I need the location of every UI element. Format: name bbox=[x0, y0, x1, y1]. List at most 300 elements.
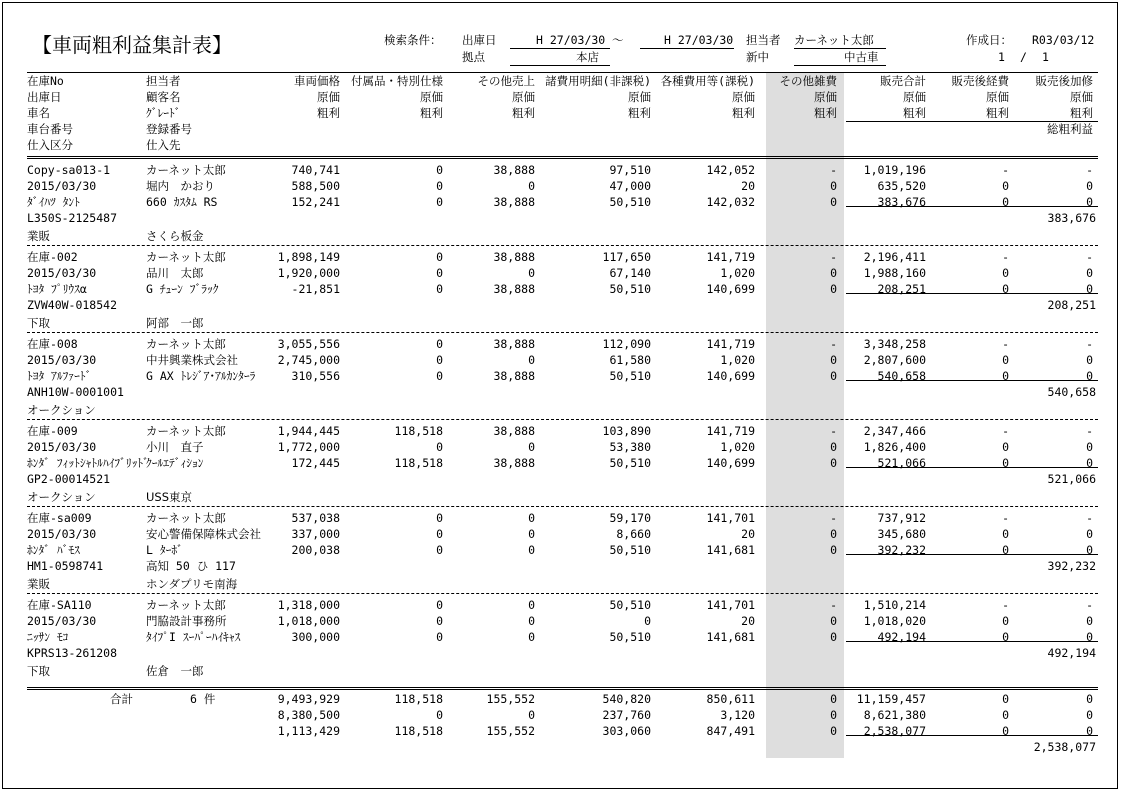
summary-sales-total-value: 11,159,457 bbox=[856, 692, 926, 706]
record-stock-field: オークション bbox=[27, 490, 96, 504]
record-separator bbox=[27, 245, 1098, 246]
record-stock-field: 在庫-008 bbox=[27, 337, 78, 351]
record-expense-nontax-value: 103,890 bbox=[602, 424, 651, 438]
record-stock-field: 業販 bbox=[27, 577, 50, 591]
record-expense-nontax-value: 50,510 bbox=[609, 369, 651, 383]
record-after-repair-value: 0 bbox=[1086, 630, 1093, 644]
created-label: 作成日： bbox=[966, 33, 1012, 47]
created-date: R03/03/12 bbox=[1032, 33, 1095, 47]
new-used-underline bbox=[794, 65, 886, 66]
record-separator bbox=[27, 419, 1098, 420]
record-option-value: 0 bbox=[436, 511, 443, 525]
record-other-sales-value: 38,888 bbox=[493, 282, 535, 296]
staff-label: 担当者 bbox=[746, 33, 781, 47]
record-customer-field: USS東京 bbox=[146, 490, 193, 504]
record-misc-value: 0 bbox=[830, 630, 837, 644]
col-header-expense-nontax: 粗利 bbox=[628, 106, 651, 120]
staff-value: カーネット太郎 bbox=[794, 33, 874, 47]
record-total-profit: 492,194 bbox=[1047, 646, 1096, 660]
record-price-value: 3,055,556 bbox=[277, 337, 340, 351]
record-after-repair-value: 0 bbox=[1086, 195, 1093, 209]
col-header-staff: 担当者 bbox=[146, 74, 181, 88]
record-other-sales-value: 38,888 bbox=[493, 456, 535, 470]
record-expense-tax-value: 142,032 bbox=[706, 195, 755, 209]
record-sales-total-value: 521,066 bbox=[877, 456, 926, 470]
record-after-repair-value: 0 bbox=[1086, 456, 1093, 470]
record-total-profit: 383,676 bbox=[1047, 211, 1096, 225]
record-total-profit: 392,232 bbox=[1047, 559, 1096, 573]
period-tilde: ～ bbox=[612, 33, 624, 47]
record-stock-field: 業販 bbox=[27, 229, 50, 243]
record-other-sales-value: 0 bbox=[528, 630, 535, 644]
record-after-repair-value: - bbox=[1086, 163, 1093, 177]
record-option-value: 118,518 bbox=[394, 456, 443, 470]
record-price-value: 172,445 bbox=[291, 456, 340, 470]
record-expense-nontax-value: 50,510 bbox=[609, 630, 651, 644]
record-stock-field: 在庫-sa009 bbox=[27, 511, 92, 525]
record-sales-total-value: 1,510,214 bbox=[863, 598, 926, 612]
record-customer-field: G ﾁｭｰﾝ ﾌﾞﾗｯｸ bbox=[146, 282, 219, 296]
report-title: 【車両粗利益集計表】 bbox=[32, 33, 232, 57]
record-after-repair-value: 0 bbox=[1086, 440, 1093, 454]
record-expense-nontax-value: 59,170 bbox=[609, 511, 651, 525]
record-price-value: 588,500 bbox=[291, 179, 340, 193]
record-separator bbox=[27, 506, 1098, 507]
record-customer-field: L ﾀｰﾎﾞ bbox=[146, 543, 183, 557]
record-price-value: 152,241 bbox=[291, 195, 340, 209]
period-label: 出庫日 bbox=[462, 33, 497, 47]
record-expense-tax-value: 140,699 bbox=[706, 456, 755, 470]
record-after-repair-value: - bbox=[1086, 511, 1093, 525]
record-after-cost-value: 0 bbox=[1002, 630, 1009, 644]
base-label: 拠点 bbox=[462, 50, 485, 64]
record-customer-field: G AX ﾄﾚｼﾞｱ･ｱﾙｶﾝﾀｰﾗ bbox=[146, 369, 256, 383]
record-stock-field: L350S-2125487 bbox=[27, 211, 118, 225]
record-sales-underline bbox=[846, 641, 1098, 642]
record-option-value: 0 bbox=[436, 195, 443, 209]
record-after-repair-value: 0 bbox=[1086, 543, 1093, 557]
record-misc-value: - bbox=[830, 511, 837, 525]
record-sales-total-value: 1,826,400 bbox=[863, 440, 926, 454]
col-header-misc: 原価 bbox=[814, 90, 837, 104]
col-header-expense-nontax: 原価 bbox=[628, 90, 651, 104]
summary-sales-total-value: 8,621,380 bbox=[863, 708, 926, 722]
summary-after-repair-value: 0 bbox=[1086, 724, 1093, 738]
record-expense-tax-value: 20 bbox=[741, 614, 755, 628]
record-customer-field: カーネット太郎 bbox=[146, 424, 226, 438]
record-stock-field: ﾄﾖﾀ ﾌﾟﾘｳｽα bbox=[27, 282, 87, 296]
record-misc-value: 0 bbox=[830, 527, 837, 541]
record-other-sales-value: 38,888 bbox=[493, 337, 535, 351]
record-sales-total-value: 635,520 bbox=[877, 179, 926, 193]
record-expense-tax-value: 1,020 bbox=[720, 266, 755, 280]
summary-other-sales-value: 155,552 bbox=[486, 692, 535, 706]
record-sales-total-value: 492,194 bbox=[877, 630, 926, 644]
summary-option-value: 0 bbox=[436, 708, 443, 722]
record-option-value: 0 bbox=[436, 527, 443, 541]
record-other-sales-value: 0 bbox=[528, 353, 535, 367]
record-misc-value: - bbox=[830, 163, 837, 177]
record-stock-field: ﾆｯｻﾝ ﾓｺ bbox=[27, 630, 69, 644]
col-header-option: 付属品・特別仕様 bbox=[351, 74, 443, 88]
record-misc-value: 0 bbox=[830, 440, 837, 454]
col-header-staff: 顧客名 bbox=[146, 90, 181, 104]
record-total-profit: 540,658 bbox=[1047, 385, 1096, 399]
record-total-profit: 521,066 bbox=[1047, 472, 1096, 486]
record-separator bbox=[27, 332, 1098, 333]
record-stock-field: ANH10W-0001001 bbox=[27, 385, 124, 399]
record-misc-value: 0 bbox=[830, 195, 837, 209]
col-header-sales-total: 原価 bbox=[903, 90, 926, 104]
record-option-value: 0 bbox=[436, 337, 443, 351]
record-after-cost-value: - bbox=[1002, 424, 1009, 438]
record-stock-field: ﾄﾖﾀ ｱﾙﾌｧｰﾄﾞ bbox=[27, 369, 92, 383]
record-stock-field: HM1-0598741 bbox=[27, 559, 104, 573]
page-separator: / bbox=[1020, 50, 1027, 64]
record-expense-nontax-value: 0 bbox=[644, 614, 651, 628]
summary-after-cost-value: 0 bbox=[1002, 692, 1009, 706]
col-header-expense-tax: 原価 bbox=[732, 90, 755, 104]
record-expense-nontax-value: 61,580 bbox=[609, 353, 651, 367]
summary-after-cost-value: 0 bbox=[1002, 724, 1009, 738]
summary-expense-tax-value: 850,611 bbox=[706, 692, 755, 706]
col-header-staff: 仕入先 bbox=[146, 138, 181, 152]
record-expense-nontax-value: 50,510 bbox=[609, 456, 651, 470]
record-stock-field: 在庫-009 bbox=[27, 424, 78, 438]
record-other-sales-value: 38,888 bbox=[493, 250, 535, 264]
base-underline bbox=[510, 65, 610, 66]
col-header-option: 原価 bbox=[420, 90, 443, 104]
record-expense-tax-value: 141,701 bbox=[706, 511, 755, 525]
record-stock-field: ZVW40W-018542 bbox=[27, 298, 118, 312]
search-condition-label: 検索条件： bbox=[384, 33, 442, 47]
record-misc-value: 0 bbox=[830, 614, 837, 628]
record-misc-value: - bbox=[830, 424, 837, 438]
col-header-after-repair: 粗利 bbox=[1070, 106, 1093, 120]
record-after-repair-value: 0 bbox=[1086, 527, 1093, 541]
col-header-price: 車両価格 bbox=[294, 74, 340, 88]
record-price-value: 740,741 bbox=[291, 163, 340, 177]
record-customer-field: さくら板金 bbox=[146, 229, 204, 243]
record-customer-field: 小川 直子 bbox=[146, 440, 204, 454]
record-stock-field: 2015/03/30 bbox=[27, 440, 97, 454]
record-expense-tax-value: 20 bbox=[741, 179, 755, 193]
period-from: H 27/03/30 bbox=[536, 33, 606, 47]
record-sales-total-value: 208,251 bbox=[877, 282, 926, 296]
record-misc-value: 0 bbox=[830, 282, 837, 296]
record-sales-underline bbox=[846, 206, 1098, 207]
col-header-staff: ｸﾞﾚｰﾄﾞ bbox=[146, 106, 181, 120]
record-customer-field: カーネット太郎 bbox=[146, 511, 226, 525]
record-customer-field: ホンダプリモ南海 bbox=[146, 577, 238, 591]
col-header-after-cost: 販売後経費 bbox=[951, 74, 1009, 88]
record-misc-value: 0 bbox=[830, 543, 837, 557]
record-expense-nontax-value: 67,140 bbox=[609, 266, 651, 280]
col-header-stock: 出庫日 bbox=[27, 90, 62, 104]
summary-misc-value: 0 bbox=[830, 724, 837, 738]
record-after-repair-value: - bbox=[1086, 250, 1093, 264]
col-header-price: 原価 bbox=[317, 90, 340, 104]
new-used-label: 新中 bbox=[746, 50, 769, 64]
record-after-cost-value: 0 bbox=[1002, 527, 1009, 541]
record-other-sales-value: 0 bbox=[528, 266, 535, 280]
record-stock-field: ﾎﾝﾀﾞ ﾊﾞﾓｽ bbox=[27, 543, 80, 557]
col-header-misc: 粗利 bbox=[814, 106, 837, 120]
new-used-value: 中古車 bbox=[844, 50, 879, 64]
record-after-cost-value: - bbox=[1002, 598, 1009, 612]
record-after-repair-value: - bbox=[1086, 424, 1093, 438]
record-expense-nontax-value: 50,510 bbox=[609, 598, 651, 612]
record-sales-total-value: 1,988,160 bbox=[863, 266, 926, 280]
record-option-value: 0 bbox=[436, 543, 443, 557]
record-after-repair-value: 0 bbox=[1086, 266, 1093, 280]
record-customer-field: ﾀｲﾌﾟI ｽｰﾊﾟｰﾊｲｷｬｽ bbox=[146, 630, 241, 644]
record-price-value: -21,851 bbox=[291, 282, 340, 296]
record-after-cost-value: 0 bbox=[1002, 353, 1009, 367]
summary-expense-tax-value: 3,120 bbox=[720, 708, 755, 722]
record-expense-nontax-value: 53,380 bbox=[609, 440, 651, 454]
col-header-after-cost: 粗利 bbox=[986, 106, 1009, 120]
record-option-value: 118,518 bbox=[394, 424, 443, 438]
record-stock-field: 2015/03/30 bbox=[27, 353, 97, 367]
col-header-misc: その他雑費 bbox=[779, 74, 837, 88]
record-price-value: 1,920,000 bbox=[277, 266, 340, 280]
record-price-value: 200,038 bbox=[291, 543, 340, 557]
col-header-other-sales: その他売上 bbox=[477, 74, 535, 88]
record-sales-underline bbox=[846, 554, 1098, 555]
summary-misc-value: 0 bbox=[830, 692, 837, 706]
record-customer-field: 660 ｶｽﾀﾑ RS bbox=[146, 195, 218, 209]
col-header-after-repair: 総粗利益 bbox=[1047, 122, 1093, 136]
record-stock-field: Copy-sa013-1 bbox=[27, 163, 111, 177]
col-header-staff: 登録番号 bbox=[146, 122, 192, 136]
record-expense-nontax-value: 47,000 bbox=[609, 179, 651, 193]
record-expense-nontax-value: 112,090 bbox=[602, 337, 651, 351]
summary-misc-value: 0 bbox=[830, 708, 837, 722]
record-sales-total-value: 383,676 bbox=[877, 195, 926, 209]
page-total: 1 bbox=[1042, 50, 1049, 64]
record-customer-field: カーネット太郎 bbox=[146, 163, 226, 177]
record-customer-field: カーネット太郎 bbox=[146, 250, 226, 264]
record-misc-value: 0 bbox=[830, 179, 837, 193]
col-header-option: 粗利 bbox=[420, 106, 443, 120]
record-option-value: 0 bbox=[436, 266, 443, 280]
record-after-cost-value: 0 bbox=[1002, 179, 1009, 193]
record-sales-total-value: 1,019,196 bbox=[863, 163, 926, 177]
header-bottom-rule-2 bbox=[27, 158, 1098, 159]
record-other-sales-value: 38,888 bbox=[493, 369, 535, 383]
col-header-stock: 車名 bbox=[27, 106, 50, 120]
record-other-sales-value: 0 bbox=[528, 440, 535, 454]
record-stock-field: 2015/03/30 bbox=[27, 266, 97, 280]
record-sales-total-value: 345,680 bbox=[877, 527, 926, 541]
record-sales-total-value: 2,196,411 bbox=[863, 250, 926, 264]
record-after-cost-value: 0 bbox=[1002, 543, 1009, 557]
summary-after-cost-value: 0 bbox=[1002, 708, 1009, 722]
record-after-cost-value: 0 bbox=[1002, 440, 1009, 454]
record-customer-field: 堀内 かおり bbox=[146, 179, 215, 193]
record-customer-field: 門脇設計事務所 bbox=[146, 614, 227, 628]
record-option-value: 0 bbox=[436, 598, 443, 612]
record-stock-field: オークション bbox=[27, 403, 96, 417]
header-sales-underline bbox=[846, 121, 1098, 122]
record-other-sales-value: 0 bbox=[528, 543, 535, 557]
record-sales-total-value: 540,658 bbox=[877, 369, 926, 383]
record-stock-field: 在庫-SA110 bbox=[27, 598, 92, 612]
summary-option-value: 118,518 bbox=[394, 724, 443, 738]
summary-label: 合計 bbox=[110, 692, 133, 706]
record-option-value: 0 bbox=[436, 630, 443, 644]
record-total-profit: 208,251 bbox=[1047, 298, 1096, 312]
record-after-cost-value: 0 bbox=[1002, 369, 1009, 383]
record-expense-tax-value: 141,681 bbox=[706, 630, 755, 644]
record-price-value: 1,318,000 bbox=[277, 598, 340, 612]
record-after-cost-value: - bbox=[1002, 337, 1009, 351]
page-current: 1 bbox=[998, 50, 1005, 64]
record-other-sales-value: 0 bbox=[528, 598, 535, 612]
record-expense-tax-value: 141,719 bbox=[706, 250, 755, 264]
record-expense-tax-value: 141,681 bbox=[706, 543, 755, 557]
summary-expense-nontax-value: 303,060 bbox=[602, 724, 651, 738]
record-customer-field: 阿部 一郎 bbox=[146, 316, 204, 330]
col-header-sales-total: 販売合計 bbox=[880, 74, 926, 88]
record-other-sales-value: 0 bbox=[528, 511, 535, 525]
record-after-repair-value: 0 bbox=[1086, 282, 1093, 296]
record-expense-nontax-value: 117,650 bbox=[602, 250, 651, 264]
record-sales-total-value: 737,912 bbox=[877, 511, 926, 525]
summary-after-repair-value: 0 bbox=[1086, 692, 1093, 706]
summary-expense-nontax-value: 237,760 bbox=[602, 708, 651, 722]
col-header-expense-tax: 粗利 bbox=[732, 106, 755, 120]
record-customer-field: カーネット太郎 bbox=[146, 337, 226, 351]
record-misc-value: - bbox=[830, 337, 837, 351]
record-expense-nontax-value: 8,660 bbox=[616, 527, 651, 541]
record-stock-field: ﾀﾞｲﾊﾂ ﾀﾝﾄ bbox=[27, 195, 80, 209]
record-sales-underline bbox=[846, 467, 1098, 468]
record-after-cost-value: 0 bbox=[1002, 266, 1009, 280]
record-customer-field: カーネット太郎 bbox=[146, 598, 226, 612]
record-after-cost-value: 0 bbox=[1002, 195, 1009, 209]
record-other-sales-value: 0 bbox=[528, 179, 535, 193]
record-after-cost-value: 0 bbox=[1002, 282, 1009, 296]
record-stock-field: 2015/03/30 bbox=[27, 614, 97, 628]
record-expense-tax-value: 141,719 bbox=[706, 337, 755, 351]
record-option-value: 0 bbox=[436, 353, 443, 367]
record-customer-field: 中井興業株式会社 bbox=[146, 353, 238, 367]
record-misc-value: 0 bbox=[830, 353, 837, 367]
record-option-value: 0 bbox=[436, 440, 443, 454]
record-expense-tax-value: 140,699 bbox=[706, 369, 755, 383]
record-stock-field: 2015/03/30 bbox=[27, 179, 97, 193]
record-sales-total-value: 392,232 bbox=[877, 543, 926, 557]
record-other-sales-value: 0 bbox=[528, 527, 535, 541]
record-expense-tax-value: 1,020 bbox=[720, 353, 755, 367]
record-sales-underline bbox=[846, 293, 1098, 294]
record-misc-value: - bbox=[830, 598, 837, 612]
record-misc-value: 0 bbox=[830, 266, 837, 280]
record-after-repair-value: - bbox=[1086, 337, 1093, 351]
summary-price-value: 1,113,429 bbox=[277, 724, 340, 738]
record-option-value: 0 bbox=[436, 369, 443, 383]
summary-count: 6 件 bbox=[190, 692, 216, 706]
record-expense-tax-value: 140,699 bbox=[706, 282, 755, 296]
record-after-repair-value: 0 bbox=[1086, 353, 1093, 367]
record-expense-nontax-value: 50,510 bbox=[609, 195, 651, 209]
summary-sales-underline bbox=[846, 735, 1098, 736]
record-stock-field: 在庫-002 bbox=[27, 250, 78, 264]
summary-top-rule-1 bbox=[27, 687, 1098, 688]
record-price-value: 310,556 bbox=[291, 369, 340, 383]
record-other-sales-value: 38,888 bbox=[493, 424, 535, 438]
record-customer-field: 安心警備保障株式会社 bbox=[146, 527, 261, 541]
col-header-expense-tax: 各種費用等(課税) bbox=[660, 74, 755, 88]
record-stock-field: ﾎﾝﾀﾞ ﾌｨｯﾄｼｬﾄﾙﾊｲﾌﾞﾘｯﾄﾞ bbox=[27, 456, 149, 470]
record-expense-tax-value: 142,052 bbox=[706, 163, 755, 177]
record-option-value: 0 bbox=[436, 282, 443, 296]
record-other-sales-value: 38,888 bbox=[493, 195, 535, 209]
col-header-stock: 車台番号 bbox=[27, 122, 73, 136]
record-option-value: 0 bbox=[436, 163, 443, 177]
record-expense-nontax-value: 97,510 bbox=[609, 163, 651, 177]
record-customer-field: 高知 50 ひ 117 bbox=[146, 559, 236, 573]
record-other-sales-value: 0 bbox=[528, 614, 535, 628]
record-option-value: 0 bbox=[436, 250, 443, 264]
record-expense-tax-value: 20 bbox=[741, 527, 755, 541]
col-header-price: 粗利 bbox=[317, 106, 340, 120]
record-misc-value: - bbox=[830, 250, 837, 264]
summary-after-repair-value: 0 bbox=[1086, 708, 1093, 722]
record-after-cost-value: - bbox=[1002, 163, 1009, 177]
record-misc-value: 0 bbox=[830, 456, 837, 470]
period-to: H 27/03/30 bbox=[664, 33, 734, 47]
record-customer-field: ｸｰﾙｴﾃﾞｨｼｮﾝ bbox=[146, 456, 204, 470]
summary-option-value: 118,518 bbox=[394, 692, 443, 706]
record-sales-total-value: 3,348,258 bbox=[863, 337, 926, 351]
record-stock-field: 下取 bbox=[27, 664, 50, 678]
record-separator bbox=[27, 593, 1098, 594]
col-header-sales-total: 粗利 bbox=[903, 106, 926, 120]
record-after-cost-value: 0 bbox=[1002, 456, 1009, 470]
record-price-value: 1,944,445 bbox=[277, 424, 340, 438]
col-header-other-sales: 粗利 bbox=[512, 106, 535, 120]
record-expense-tax-value: 141,719 bbox=[706, 424, 755, 438]
record-customer-field: 品川 太郎 bbox=[146, 266, 204, 280]
summary-price-value: 8,380,500 bbox=[277, 708, 340, 722]
record-misc-value: 0 bbox=[830, 369, 837, 383]
record-sales-total-value: 2,807,600 bbox=[863, 353, 926, 367]
summary-price-value: 9,493,929 bbox=[277, 692, 340, 706]
record-price-value: 1,018,000 bbox=[277, 614, 340, 628]
record-expense-nontax-value: 50,510 bbox=[609, 543, 651, 557]
record-after-repair-value: 0 bbox=[1086, 369, 1093, 383]
record-stock-field: KPRS13-261208 bbox=[27, 646, 118, 660]
base-value: 本店 bbox=[576, 50, 599, 64]
record-after-repair-value: 0 bbox=[1086, 614, 1093, 628]
record-stock-field: 下取 bbox=[27, 316, 50, 330]
record-price-value: 1,898,149 bbox=[277, 250, 340, 264]
record-after-repair-value: - bbox=[1086, 598, 1093, 612]
record-price-value: 300,000 bbox=[291, 630, 340, 644]
record-after-cost-value: - bbox=[1002, 511, 1009, 525]
summary-expense-nontax-value: 540,820 bbox=[602, 692, 651, 706]
record-price-value: 2,745,000 bbox=[277, 353, 340, 367]
record-after-cost-value: - bbox=[1002, 250, 1009, 264]
col-header-stock: 仕入区分 bbox=[27, 138, 73, 152]
summary-top-rule-2 bbox=[27, 689, 1098, 690]
record-expense-nontax-value: 50,510 bbox=[609, 282, 651, 296]
col-header-other-sales: 原価 bbox=[512, 90, 535, 104]
summary-other-sales-value: 0 bbox=[528, 708, 535, 722]
